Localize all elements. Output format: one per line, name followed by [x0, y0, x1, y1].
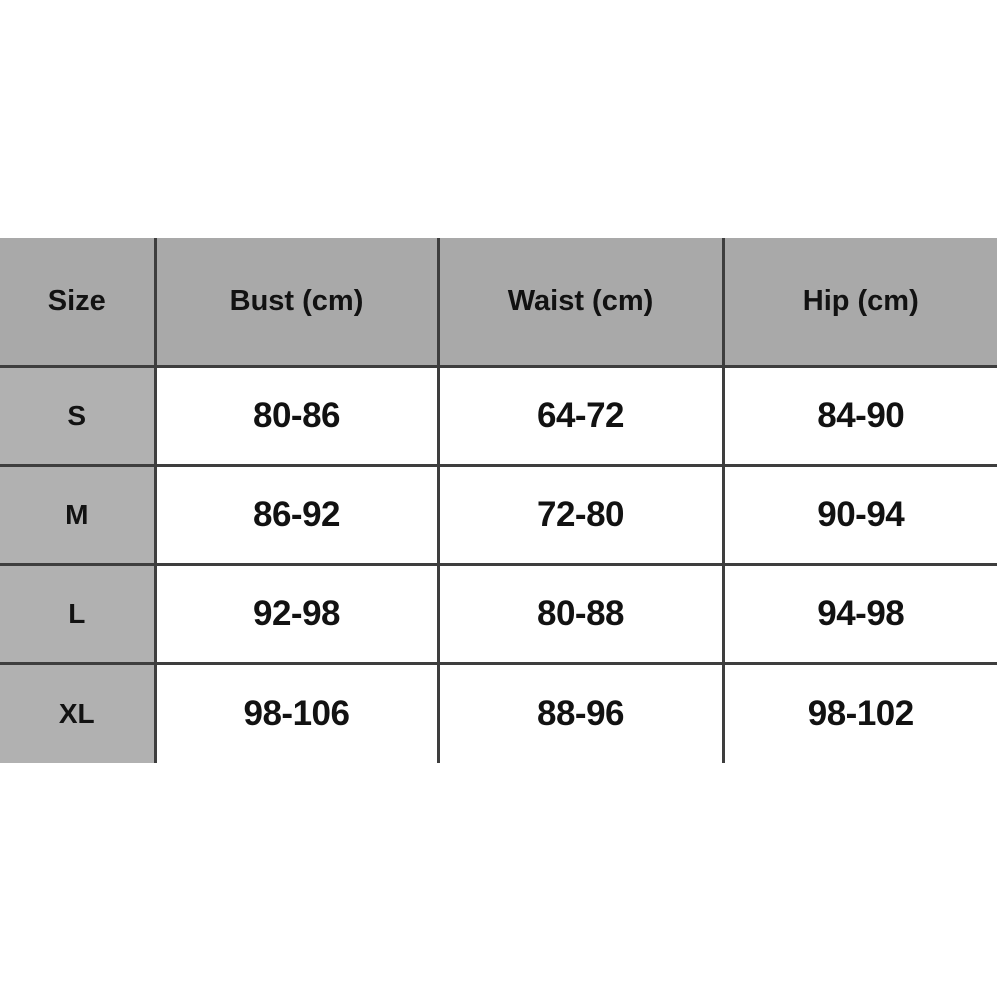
cell-s-hip: 84-90	[723, 366, 997, 465]
header-cell-hip: Hip (cm)	[723, 238, 997, 366]
header-cell-size: Size	[0, 238, 155, 366]
cell-l-hip: 94-98	[723, 565, 997, 664]
row-label-xl: XL	[0, 664, 155, 763]
header-row	[0, 238, 997, 366]
cell-m-bust: 86-92	[155, 465, 438, 564]
cell-s-bust: 80-86	[155, 366, 438, 465]
row-label-l: L	[0, 565, 155, 664]
cell-m-hip: 90-94	[723, 465, 997, 564]
cell-xl-waist: 88-96	[438, 664, 723, 763]
cell-xl-hip: 98-102	[723, 664, 997, 763]
header-cell-waist: Waist (cm)	[438, 238, 723, 366]
table-row-l	[0, 565, 997, 664]
cell-l-waist: 80-88	[438, 565, 723, 664]
cell-m-waist: 72-80	[438, 465, 723, 564]
table-row-s	[0, 366, 997, 465]
cell-s-waist: 64-72	[438, 366, 723, 465]
table-row-xl	[0, 664, 997, 763]
cell-xl-bust: 98-106	[155, 664, 438, 763]
cell-l-bust: 92-98	[155, 565, 438, 664]
row-label-s: S	[0, 366, 155, 465]
table-row-m	[0, 465, 997, 564]
header-cell-bust: Bust (cm)	[155, 238, 438, 366]
size-chart-table	[0, 238, 997, 763]
row-label-m: M	[0, 465, 155, 564]
